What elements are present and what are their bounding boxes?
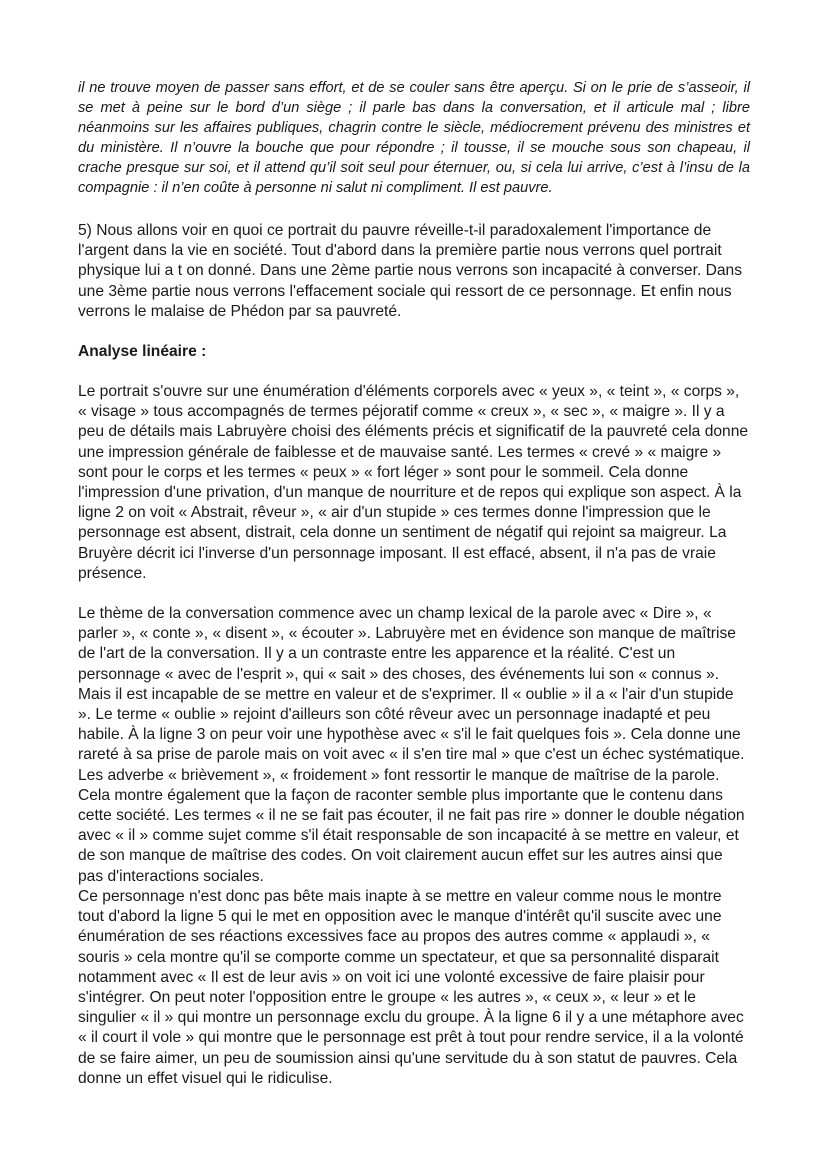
document-page — [78, 78, 750, 1089]
analysis-paragraph-3: Ce personnage n'est donc pas bête mais inapte à se mettre en valeur comme nous le montre tout d'abord la ligne 5 qui le met en opposition avec le manque d'intérêt qu'il suscite avec une énumération de ses réactions excessives face au propos des autres comme « applaudi », « souris » cela montre qu'il se comporte comme un spectateur, et que sa personnalité disparait notamment avec « Il est de leur avis » on voit ici une volonté excessive de faire plaisir pour s'intégrer. On peut noter l'opposition entre le groupe « les autres », « ceux », « leur » et le singulier « il » qui montre un personnage exclu du groupe. À la ligne 6 il y a une métaphore avec « il court il vole » qui montre que le personnage est prêt à tout pour rendre service, il a la volonté de se faire aimer, un peu de soumission ainsi qu'une servitude du à son statut de pauvres. Cela donne un effet visuel qui le ridiculise. — [78, 887, 744, 1087]
intro-paragraph: 5) Nous allons voir en quoi ce portrait du pauvre réveille-t-il paradoxalement l'importance de l'argent dans la vie en société. Tout d'abord dans la première partie nous verrons quel portrait physique lui a t on donné. Dans une 2ème partie nous verrons son incapacité à converser. Dans une 3ème partie nous verrons l'effacement sociale qui ressort de ce personnage. Et enfin nous verrons le malaise de Phédon par sa pauvreté. — [78, 222, 743, 320]
spacer — [78, 584, 750, 604]
quoted-text: il ne trouve moyen de passer sans effort, et de se couler sans être aperçu. Si on le prie de s’asseoir, il se met à peine sur le bord d’un siège ; il parle bas dans la conversation, et il articule mal ; libre néanmoins sur les affaires publiques, chagrin contre le siècle, médiocrement prévenu des ministres et du ministère. Il n’ouvre la bouche que pour répondre ; il tousse, il se mouche sous son chapeau, il crache presque sur soi, et il attend qu’il soit seul pour éternuer, ou, si cela lui arrive, c’est à l’insu de la compagnie : il n’en coûte à personne ni salut ni compliment. Il est pauvre. — [78, 80, 750, 196]
spacer — [78, 322, 750, 342]
analysis-paragraph-2: Le thème de la conversation commence avec un champ lexical de la parole avec « Dire », « parler », « conte », « disent », « écouter ». Labruyère met en évidence son manque de maîtrise de l'art de la conversation. Il y a un contraste entre les apparence et la réalité. C'est un personnage « avec de l'esprit », qui « sait » des choses, des événements lui son « connus ». Mais il est incapable de se mettre en valeur et de s'exprimer. Il « oublie » il a « l'air d'un stupide ». Le terme « oublie » rejoint d'ailleurs son côté rêveur avec un personnage inadapté et peu habile. À la ligne 3 on peur voir une hypothèse avec « s'il le fait quelques fois ». Cela donne une rareté à sa prise de parole mais on voit avec « il s'en tire mal » que c'est un échec systématique. Les adverbe « brièvement », « froidement » font ressortir le manque de maîtrise de la parole. Cela montre également que la façon de raconter semble plus importante que le contenu dans cette société. Les termes « il ne se fait pas écouter, il ne fait pas rire » donner le double négation avec « il » comme sujet comme s'il était responsable de son incapacité à se mettre en valeur, et de son manque de maîtrise des codes. On voit clairement aucun effet sur les autres ainsi que pas d'interactions sociales. — [78, 605, 745, 885]
analysis-paragraph-1: Le portrait s'ouvre sur une énumération d'éléments corporels avec « yeux », « teint », « corps », « visage » tous accompagnés de termes péjoratif comme « creux », « sec », « maigre ». Il y a peu de détails mais Labruyère choisi des éléments précis et significatif de la pauvreté cela donne une impression générale de faiblesse et de mauvaise santé. Les termes « crevé » « maigre » sont pour le corps et les termes « peux » « fort léger » sont pour le sommeil. Cela donne l'impression d'une privation, d'un manque de nourriture et de repos qui explique son aspect. À la ligne 2 on voit « Abstrait, rêveur », « air d'un stupide » ces termes donne l'impression que le personnage est absent, distrait, cela donne un sentiment de négatif qui rejoint sa maigreur. La Bruyère décrit ici l'inverse d'un personnage imposant. Il est effacé, absent, il n'a pas de vraie présence. — [78, 383, 749, 582]
section-heading: Analyse linéaire : — [78, 343, 207, 361]
